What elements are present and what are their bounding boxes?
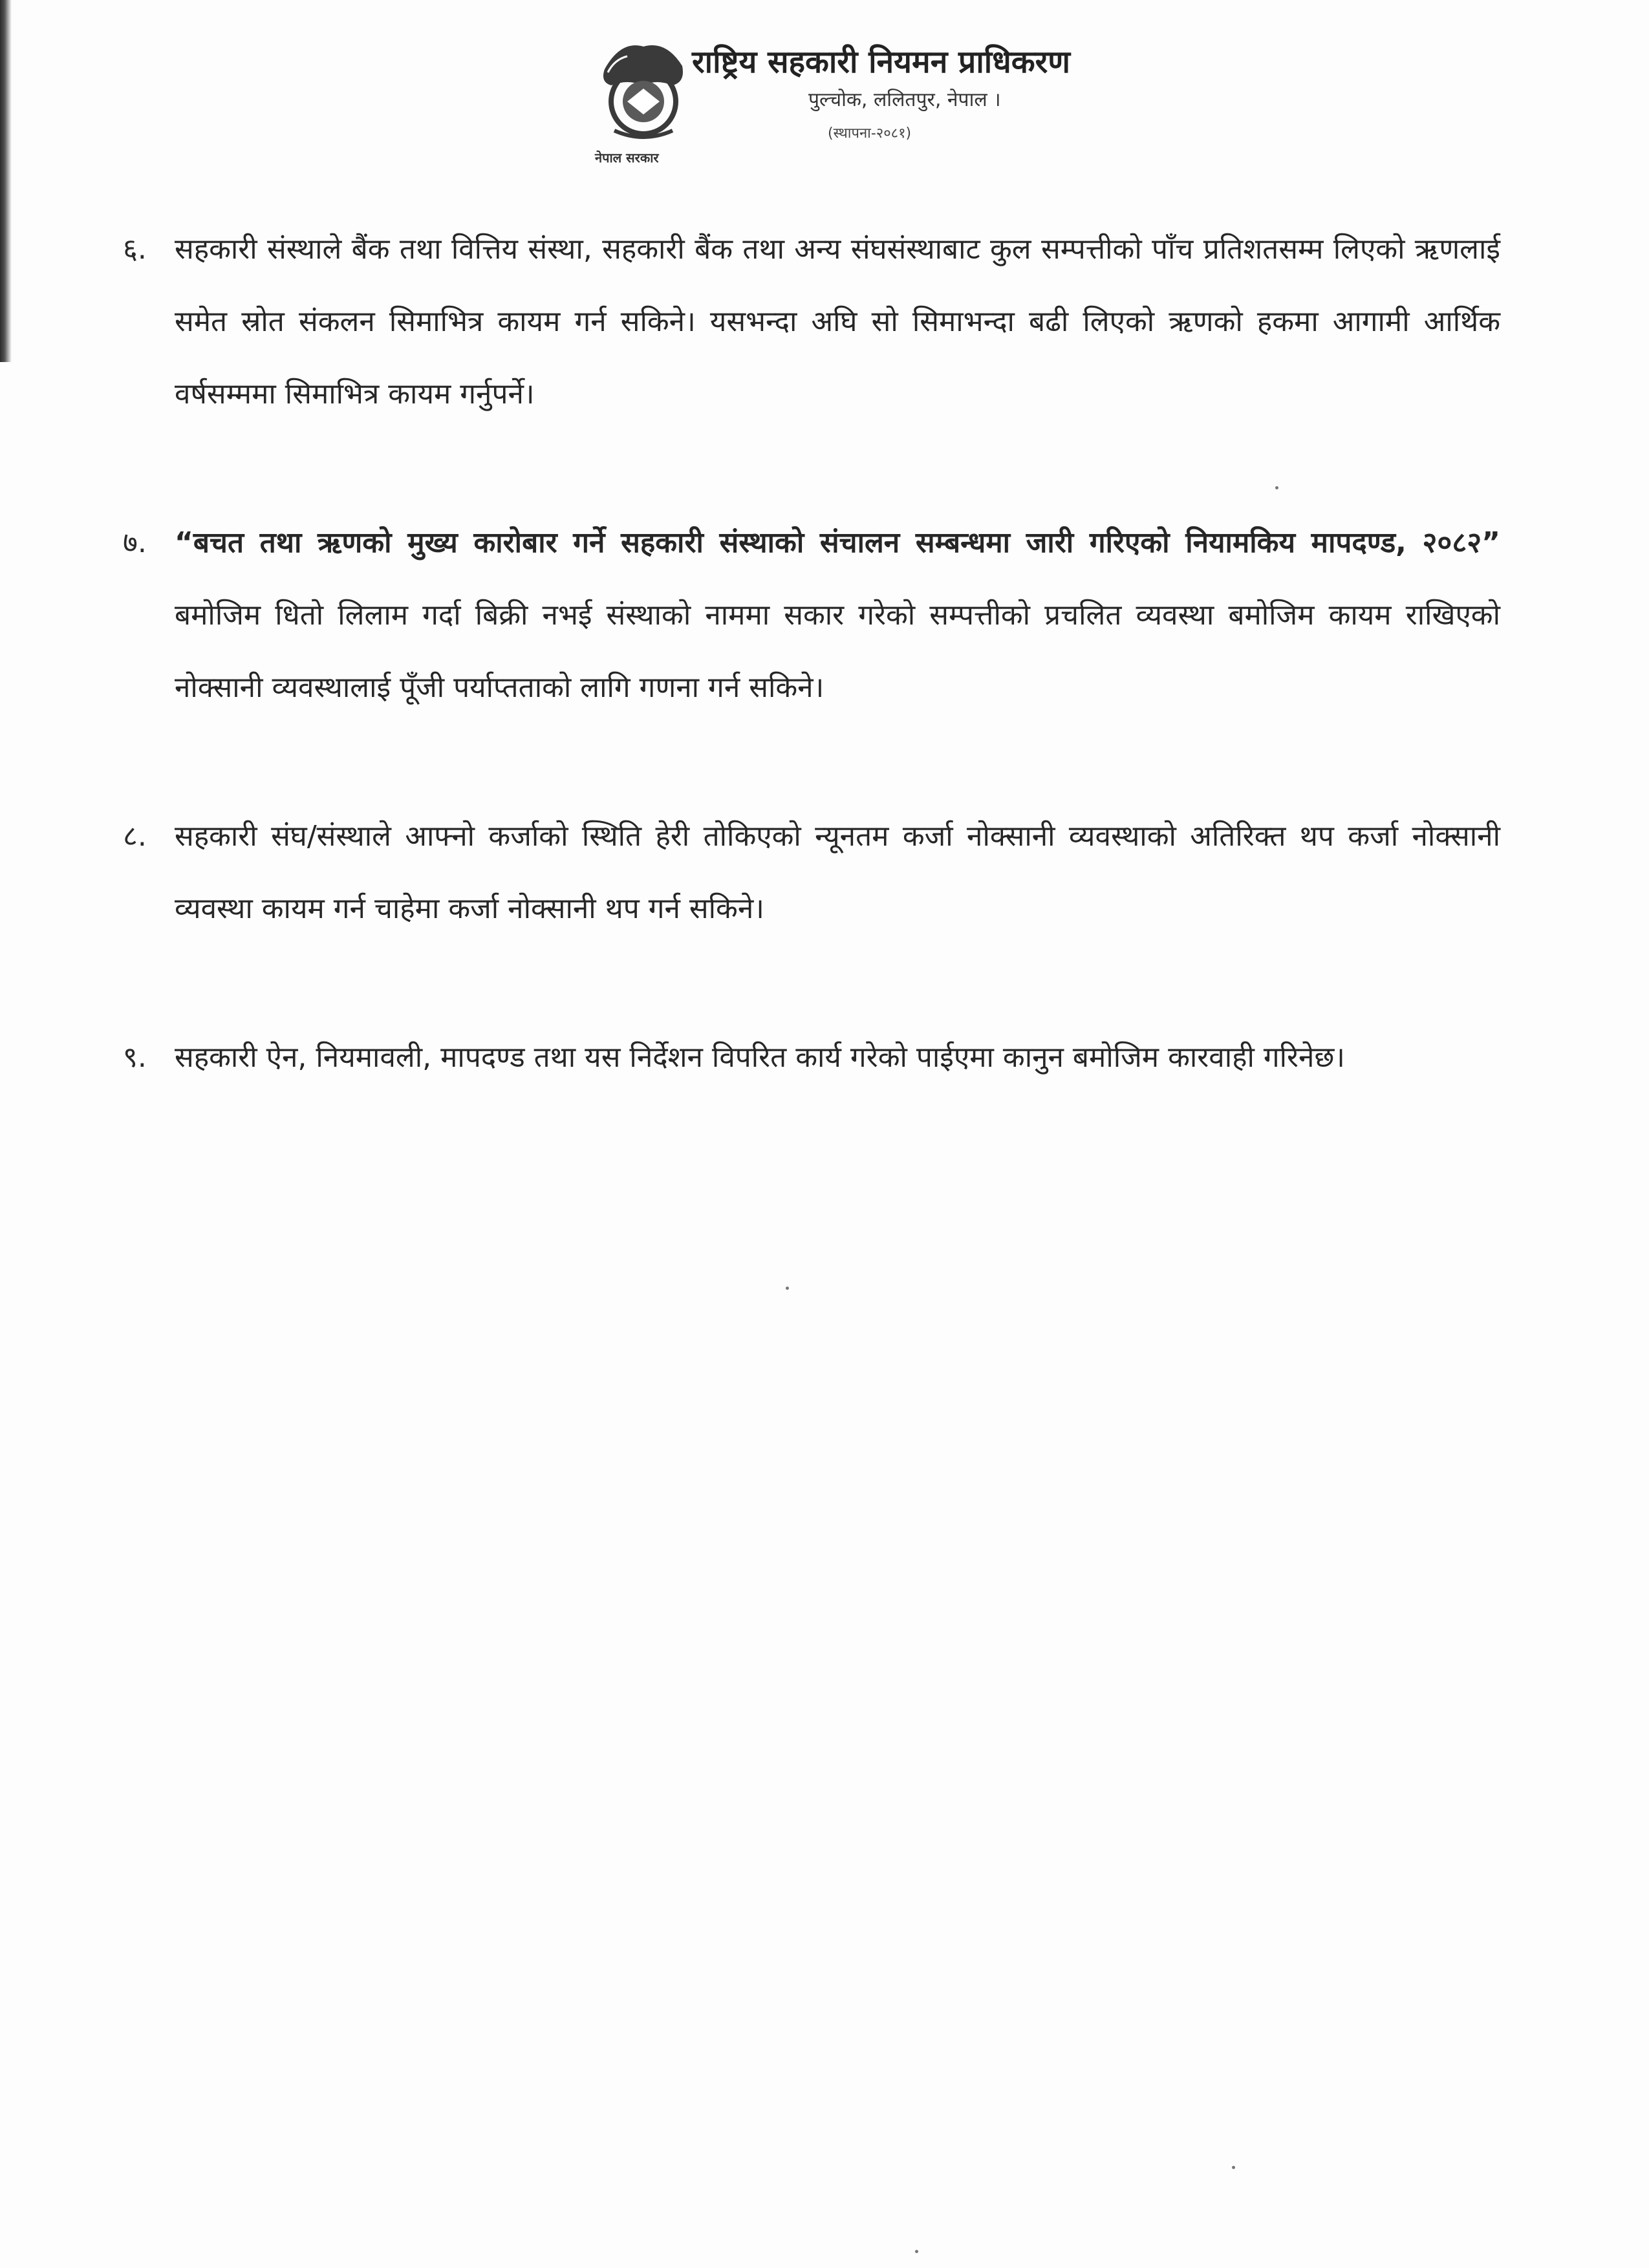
- item-number: ८.: [123, 820, 147, 853]
- scan-shadow-edge: [0, 0, 12, 362]
- item-text-rest: बमोजिम धितो लिलाम गर्दा बिक्री नभई संस्थाको नाममा सकार गरेको सम्पत्तीको प्रचलित व्यवस्था बमोजिम कायम राखिएको नोक्सानी व्यवस्थालाई पूँजी पर्याप्तताको लागि गणना गर्न सकिने।: [175, 599, 1500, 704]
- standard-title: “बचत तथा ऋणको मुख्य कारोबार गर्ने सहकारी संस्थाको संचालन सम्बन्धमा जारी गरिएको नियामकिय मापदण्ड, २०८२”: [175, 526, 1500, 559]
- item-text: [175, 507, 1500, 724]
- scan-speck: [1232, 2166, 1235, 2169]
- directive-item-6: [123, 213, 1500, 431]
- directive-item-8: [123, 800, 1500, 945]
- letterhead: [595, 26, 1086, 166]
- organization-name: राष्ट्रिय सहकारी नियमन प्राधिकरण: [692, 44, 1070, 80]
- item-number: ९.: [123, 1041, 147, 1074]
- directive-item-9: [123, 1022, 1500, 1094]
- scan-speck: [1275, 486, 1278, 489]
- emblem-caption: नेपाल सरकार: [595, 150, 659, 166]
- item-text: सहकारी संघ/संस्थाले आफ्नो कर्जाको स्थिति हेरी तोकिएको न्यूनतम कर्जा नोक्सानी व्यवस्थाको अतिरिक्त थप कर्जा नोक्सानी व्यवस्था कायम गर्न चाहेमा कर्जा नोक्सानी थप गर्न सकिने।: [175, 820, 1500, 925]
- nepal-government-emblem-icon: [595, 34, 692, 144]
- item-number: ७.: [123, 526, 147, 559]
- organization-address: पुल्चोक, ललितपुर, नेपाल ।: [808, 89, 1001, 111]
- establishment-year: (स्थापना-२०८१): [828, 125, 912, 142]
- item-text: सहकारी ऐन, नियमावली, मापदण्ड तथा यस निर्देशन विपरित कार्य गरेको पाईएमा कानुन बमोजिम कारवाही गरिनेछ।: [175, 1041, 1345, 1074]
- item-number: ६.: [123, 233, 147, 266]
- scan-speck: [786, 1287, 789, 1290]
- scan-speck: [915, 2250, 918, 2253]
- directive-list: [123, 213, 1500, 1170]
- directive-item-7: [123, 507, 1500, 724]
- item-text: सहकारी संस्थाले बैंक तथा वित्तिय संस्था, सहकारी बैंक तथा अन्य संघसंस्थाबाट कुल सम्पत्तीको पाँच प्रतिशतसम्म लिएको ऋणलाई समेत स्रोत संकलन सिमाभित्र कायम गर्न सकिने। यसभन्दा अघि सो सिमाभन्दा बढी लिएको ऋणको हकमा आगामी आर्थिक वर्षसम्ममा सिमाभित्र कायम गर्नुपर्ने।: [175, 233, 1500, 411]
